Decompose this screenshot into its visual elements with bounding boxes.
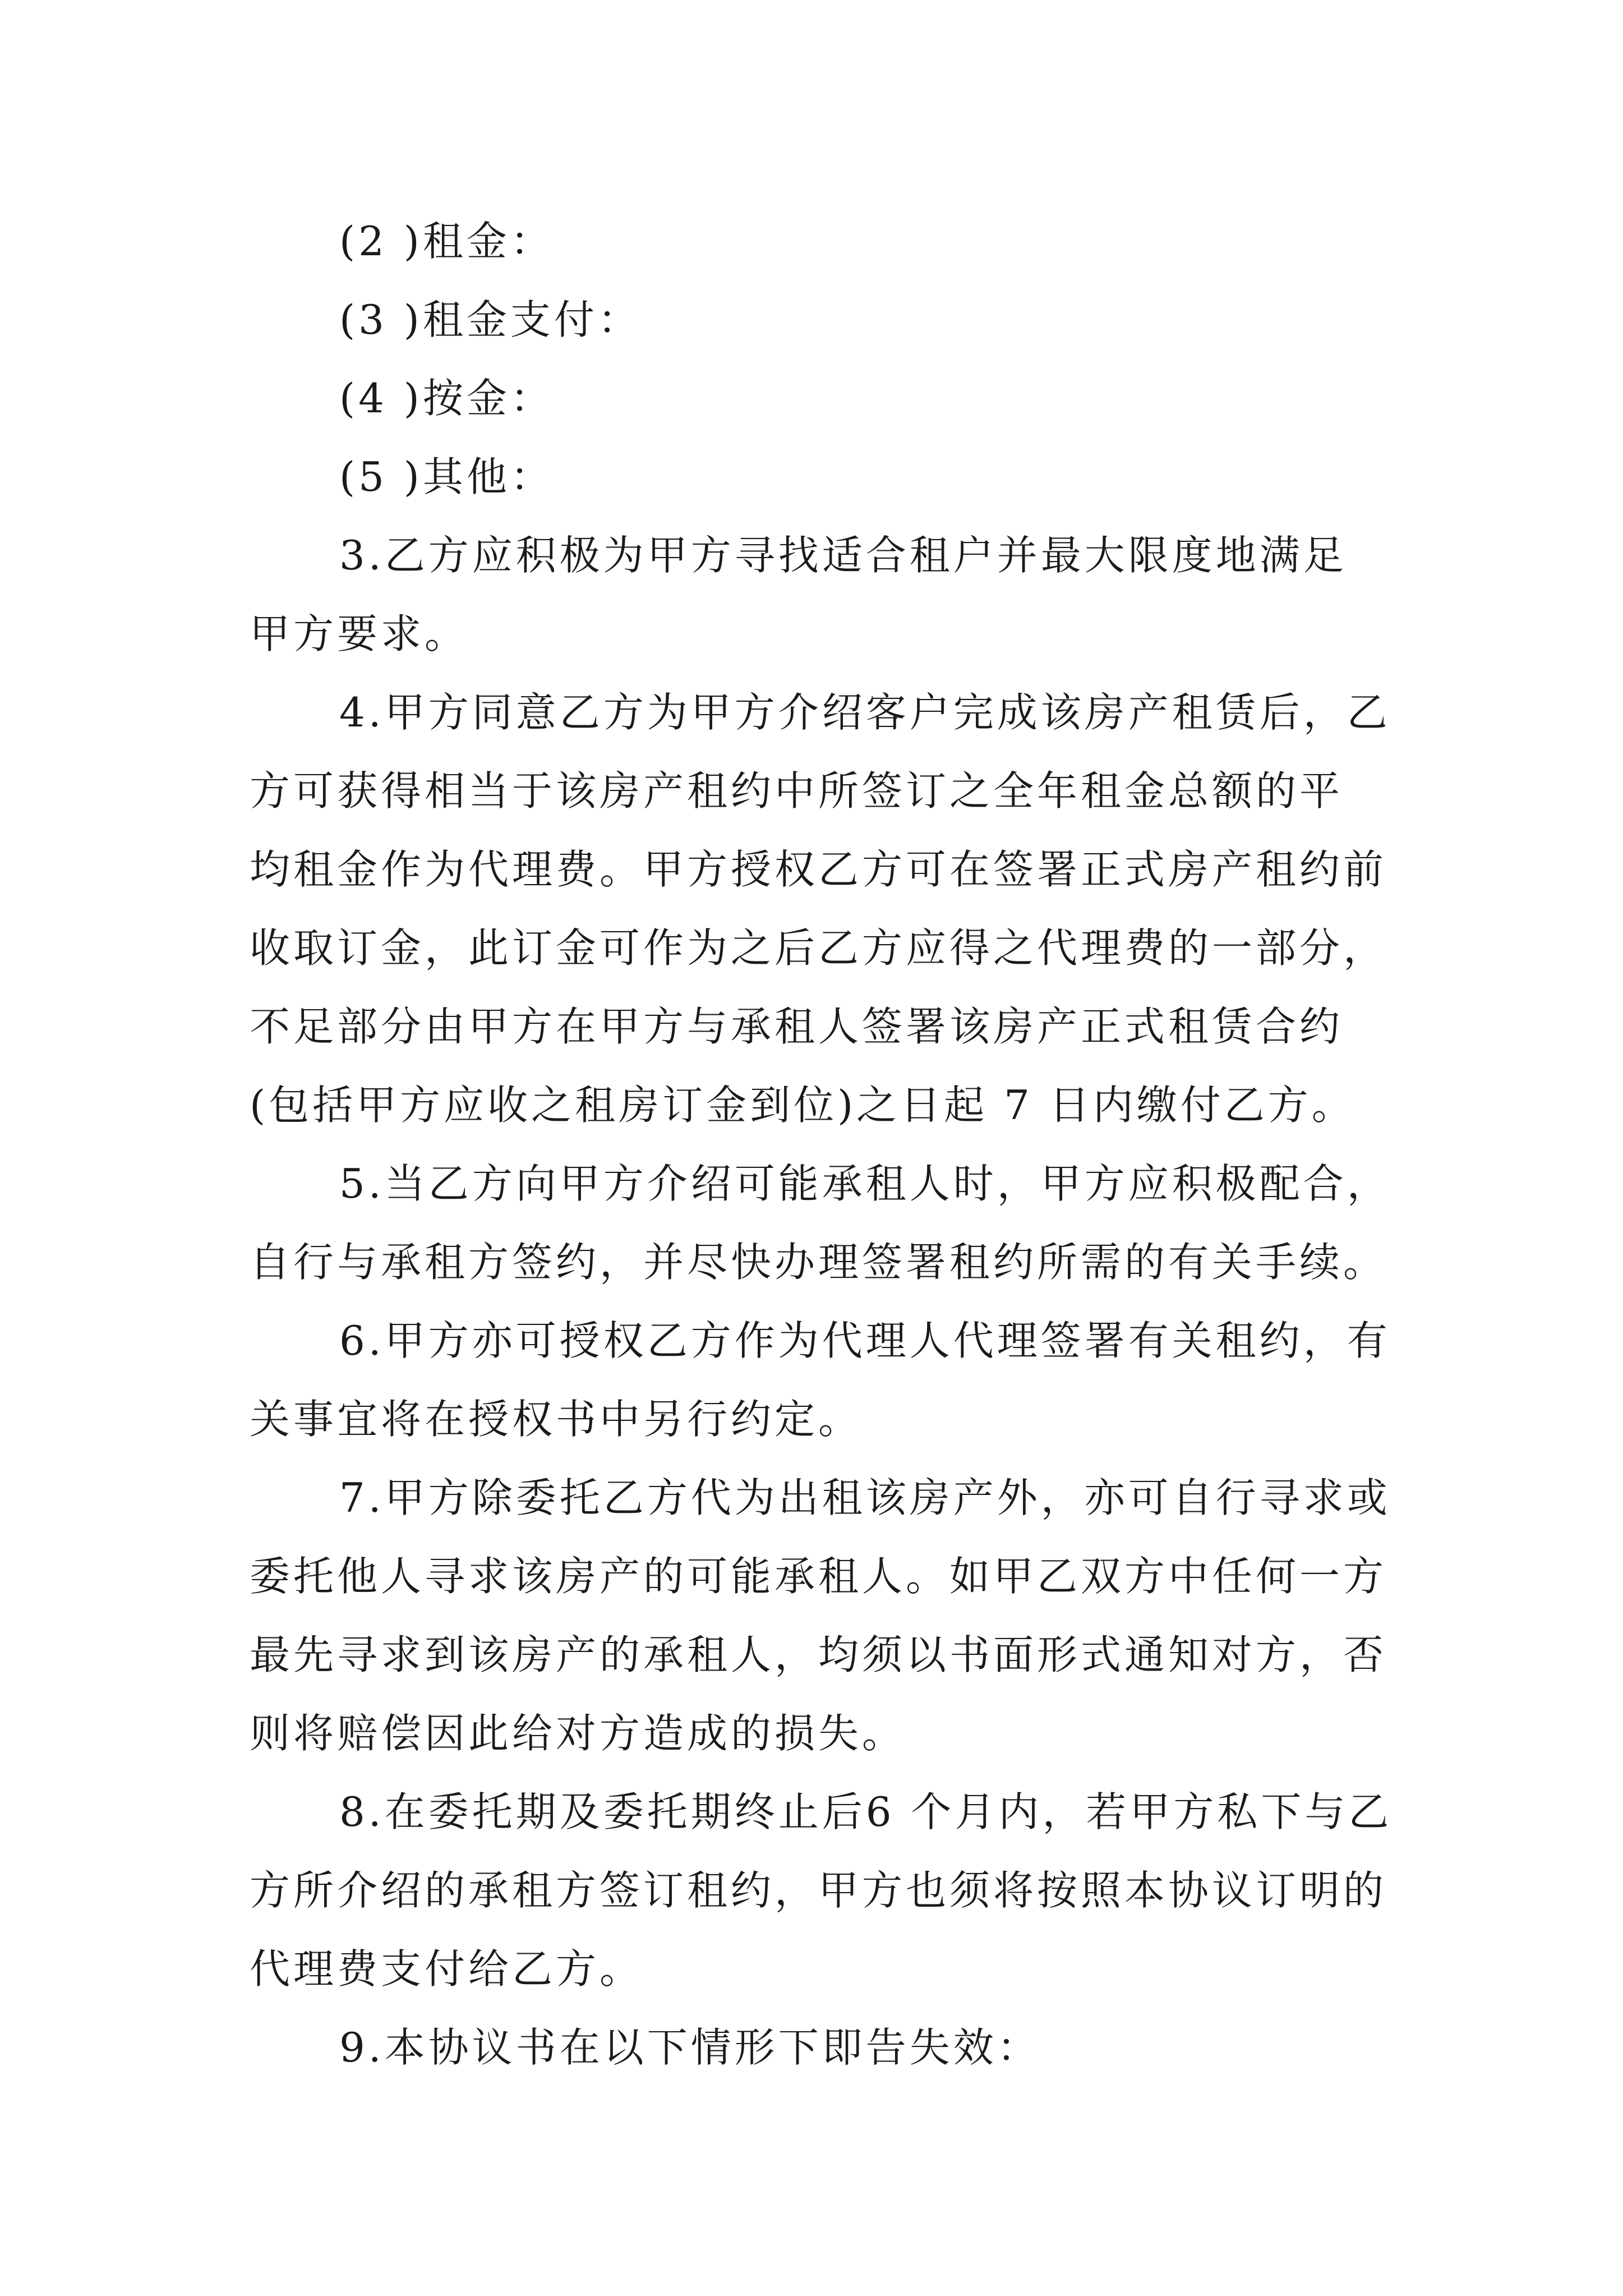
clause-item-rent-payment: (3 )租金支付： — [339, 296, 642, 343]
paragraph-5 — [250, 1144, 1399, 1301]
clause-item-rent: (2 )租金： — [339, 218, 554, 265]
paragraph-line: 方所介绍的承租方签订租约，甲方也须将按照本协议订明的 — [250, 1867, 1387, 1914]
paragraph-4 — [250, 673, 1399, 1144]
paragraph-line: 最先寻求到该房产的承租人，均须以书面形式通知对方，否 — [250, 1631, 1387, 1678]
paragraph-6 — [250, 1301, 1399, 1458]
paragraph-line: 不足部分由甲方在甲方与承租人签署该房产正式租赁合约 — [250, 1003, 1344, 1050]
paragraph-line: 收取订金，此订金可作为之后乙方应得之代理费的一部分， — [250, 924, 1387, 972]
paragraph-line: 7.甲方除委托乙方代为出租该房产外，亦可自行寻求或 — [339, 1474, 1391, 1521]
paragraph-line: 关事宜将在授权书中另行约定。 — [250, 1396, 863, 1443]
paragraph-line: 甲方要求。 — [250, 610, 469, 657]
paragraph-8 — [250, 1773, 1399, 2008]
paragraph-line: 9.本协议书在以下情形下即告失效： — [339, 2024, 1041, 2071]
paragraph-line: (包括甲方应收之租房订金到位)之日起 7 日内缴付乙方。 — [250, 1082, 1355, 1129]
paragraph-line: 自行与承租方签约，并尽快办理签署租约所需的有关手续。 — [250, 1239, 1387, 1286]
paragraph-9 — [250, 2008, 1399, 2087]
paragraph-line: 方可获得相当于该房产租约中所签订之全年租金总额的平 — [250, 767, 1344, 815]
paragraph-line: 4.甲方同意乙方为甲方介绍客户完成该房产租赁后，乙 — [339, 689, 1391, 736]
clause-item-deposit: (4 )按金： — [339, 375, 554, 422]
paragraph-line: 8.在委托期及委托期终止后6 个月内，若甲方私下与乙 — [339, 1788, 1393, 1835]
paragraph-line: 5.当乙方向甲方介绍可能承租人时，甲方应积极配合， — [339, 1160, 1391, 1207]
paragraph-line: 3.乙方应积极为甲方寻找适合租户并最大限度地满足 — [339, 532, 1347, 579]
paragraph-3 — [250, 516, 1399, 673]
document-body — [250, 202, 1399, 2087]
paragraph-7 — [250, 1458, 1399, 1773]
paragraph-line: 委托他人寻求该房产的可能承租人。如甲乙双方中任何一方 — [250, 1553, 1387, 1600]
paragraph-line: 均租金作为代理费。甲方授权乙方可在签署正式房产租约前 — [250, 846, 1387, 893]
paragraph-line: 代理费支付给乙方。 — [250, 1945, 644, 1993]
clause-item-other: (5 )其他： — [339, 453, 554, 500]
paragraph-line: 6.甲方亦可授权乙方作为代理人代理签署有关租约，有 — [339, 1317, 1391, 1364]
paragraph-line: 则将赔偿因此给对方造成的损失。 — [250, 1710, 906, 1757]
